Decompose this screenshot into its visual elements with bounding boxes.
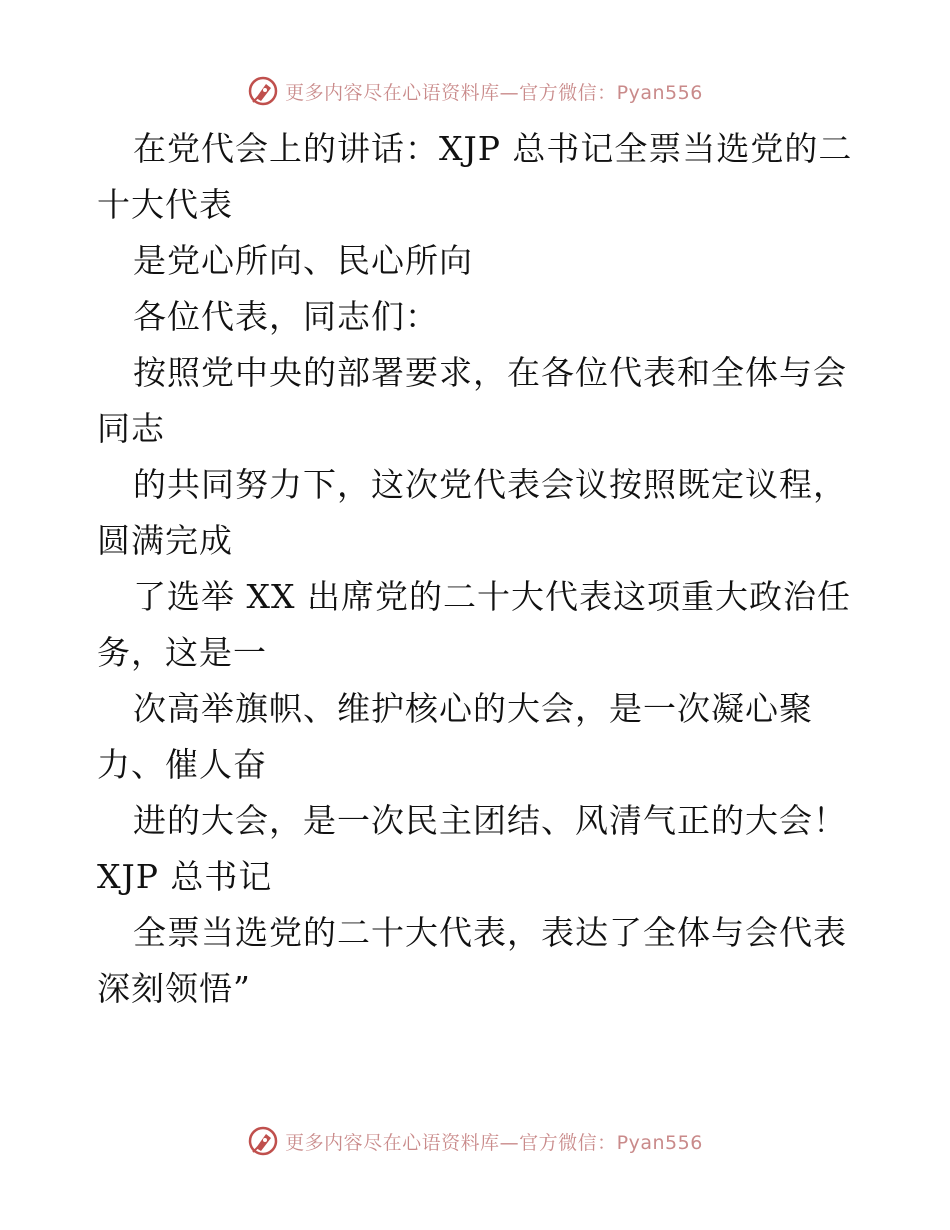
- text-line: 圆满完成: [97, 521, 233, 560]
- text-line: 深刻领悟”: [97, 969, 251, 1008]
- text-line: 按照党中央的部署要求，在各位代表和全体与会: [133, 353, 847, 392]
- text-line: 各位代表，同志们：: [133, 297, 439, 336]
- text-line: 进的大会，是一次民主团结、风清气正的大会！: [133, 801, 847, 840]
- header-watermark: [0, 71, 950, 111]
- text-line: XJP 总书记: [97, 857, 273, 896]
- text-line: 十大代表: [97, 185, 233, 224]
- text-line: 力、催人奋: [97, 745, 267, 784]
- footer-watermark: [0, 1121, 950, 1161]
- text-line: 的共同努力下，这次党代表会议按照既定议程，: [133, 465, 847, 504]
- text-line: 同志: [97, 409, 165, 448]
- watermark-text: 更多内容尽在心语资料库—官方微信：Pyan556: [285, 81, 703, 104]
- text-line: 在党代会上的讲话：XJP 总书记全票当选党的二: [133, 129, 853, 168]
- text-line: 了选举 XX 出席党的二十大代表这项重大政治任: [133, 577, 851, 616]
- text-line: 次高举旗帜、维护核心的大会，是一次凝心聚: [133, 689, 813, 728]
- watermark-text: 更多内容尽在心语资料库—官方微信：Pyan556: [285, 1131, 703, 1154]
- pen-nib-logo-icon: [247, 1125, 279, 1157]
- text-line: 是党心所向、民心所向: [133, 241, 473, 280]
- pen-nib-logo-icon: [247, 75, 279, 107]
- text-line: 务，这是一: [97, 633, 267, 672]
- document-body: [97, 121, 877, 1017]
- text-line: 全票当选党的二十大代表，表达了全体与会代表: [133, 913, 847, 952]
